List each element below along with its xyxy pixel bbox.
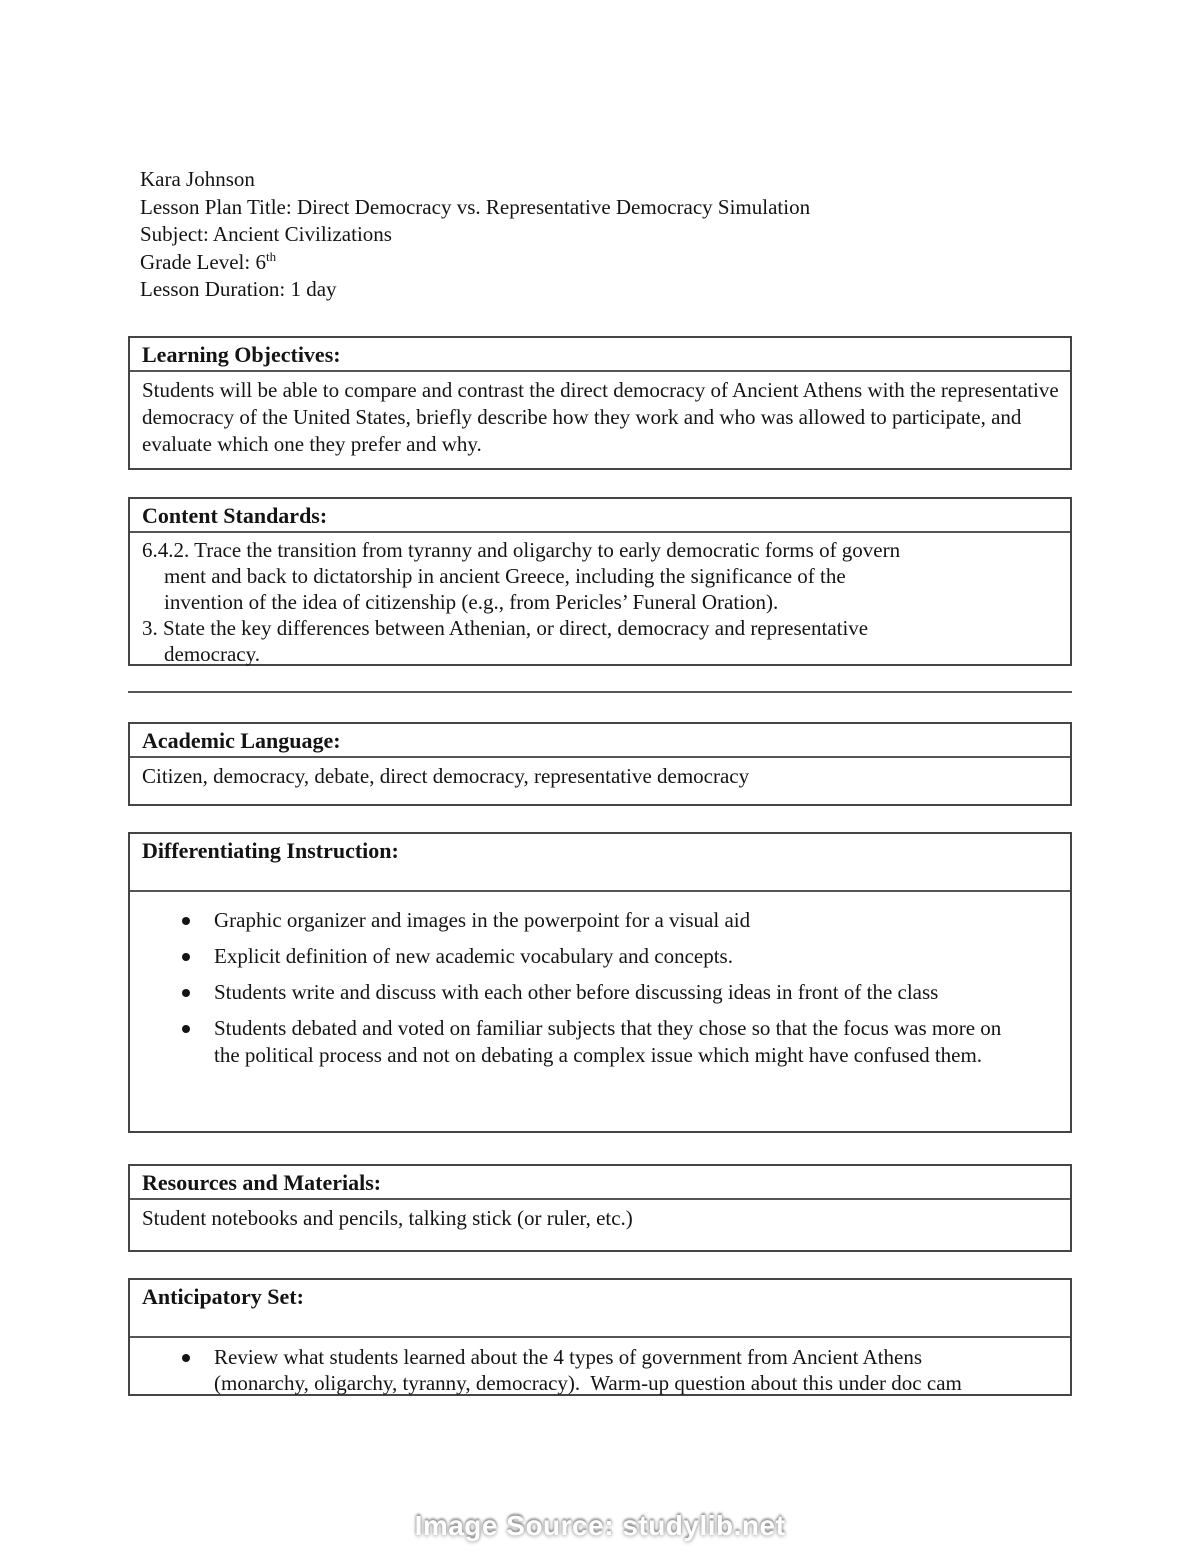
standard-line: 6.4.2. Trace the transition from tyranny and oligarchy to early democratic forms of govern [142, 538, 901, 562]
differentiating-instruction-title: Differentiating Instruction: [130, 834, 1070, 892]
document-header [140, 166, 810, 304]
subject-line: Subject: Ancient Civilizations [140, 222, 392, 246]
standard-line: ment and back to dictatorship in ancient Greece, including the significance of the [164, 564, 846, 588]
lesson-plan-title-line: Lesson Plan Title: Direct Democracy vs. Representative Democracy Simulation [140, 194, 811, 219]
academic-language-body: Citizen, democracy, debate, direct democracy, representative democracy [142, 764, 750, 788]
standard-line: democracy. [164, 642, 260, 666]
anticipatory-set-list [142, 1344, 1060, 1396]
bullet-item: Review what students learned about the 4 types of government from Ancient Athens (monarchy, oligarchy, tyranny, democracy). Warm-up question about this under doc cam [142, 1344, 1060, 1396]
section-learning-objectives [128, 336, 1072, 470]
bullet-item: Students debated and voted on familiar subjects that they chose so that the focus was more on the political process and not on debating a complex issue which might have confused them. [142, 1015, 1060, 1069]
lesson-duration-line: Lesson Duration: 1 day [140, 277, 337, 301]
watermark: Image Source: studylib.net [414, 1510, 786, 1541]
standard-line: 3. State the key differences between Athenian, or direct, democracy and representative [142, 616, 869, 640]
academic-language-title: Academic Language: [130, 724, 1070, 758]
grade-level-text: Grade Level: 6 [140, 249, 266, 274]
section-differentiating-instruction [128, 832, 1072, 1133]
horizontal-divider [128, 691, 1072, 693]
resources-and-materials-body: Student notebooks and pencils, talking stick (or ruler, etc.) [142, 1206, 633, 1230]
bullet-item: Explicit definition of new academic vocabulary and concepts. [142, 943, 1060, 970]
section-academic-language [128, 722, 1072, 806]
section-anticipatory-set [128, 1278, 1072, 1396]
anticipatory-set-title: Anticipatory Set: [130, 1280, 1070, 1338]
content-standards-title: Content Standards: [130, 499, 1070, 533]
resources-and-materials-title: Resources and Materials: [130, 1166, 1070, 1200]
differentiating-instruction-body [130, 892, 1070, 1082]
section-content-standards [128, 497, 1072, 666]
section-resources-and-materials [128, 1164, 1072, 1252]
learning-objectives-body: Students will be able to compare and contrast the direct democracy of Ancient Athens with the representative democracy of the United States, briefly describe how they work and who was allowed to participate, and evaluate which one they prefer and why. [142, 378, 1059, 456]
content-standards-body [130, 533, 1070, 671]
grade-level-line [140, 249, 810, 277]
learning-objectives-title: Learning Objectives: [130, 338, 1070, 372]
standard-line: invention of the idea of citizenship (e.g., from Pericles’ Funeral Oration). [164, 590, 779, 614]
bullet-item: Graphic organizer and images in the powerpoint for a visual aid [142, 907, 1060, 934]
bullet-item: Students write and discuss with each other before discussing ideas in front of the class [142, 979, 1060, 1006]
differentiating-instruction-list [142, 907, 1060, 1069]
anticipatory-set-body [130, 1338, 1070, 1409]
grade-level-superscript: th [265, 248, 277, 264]
author-line: Kara Johnson [140, 167, 255, 191]
